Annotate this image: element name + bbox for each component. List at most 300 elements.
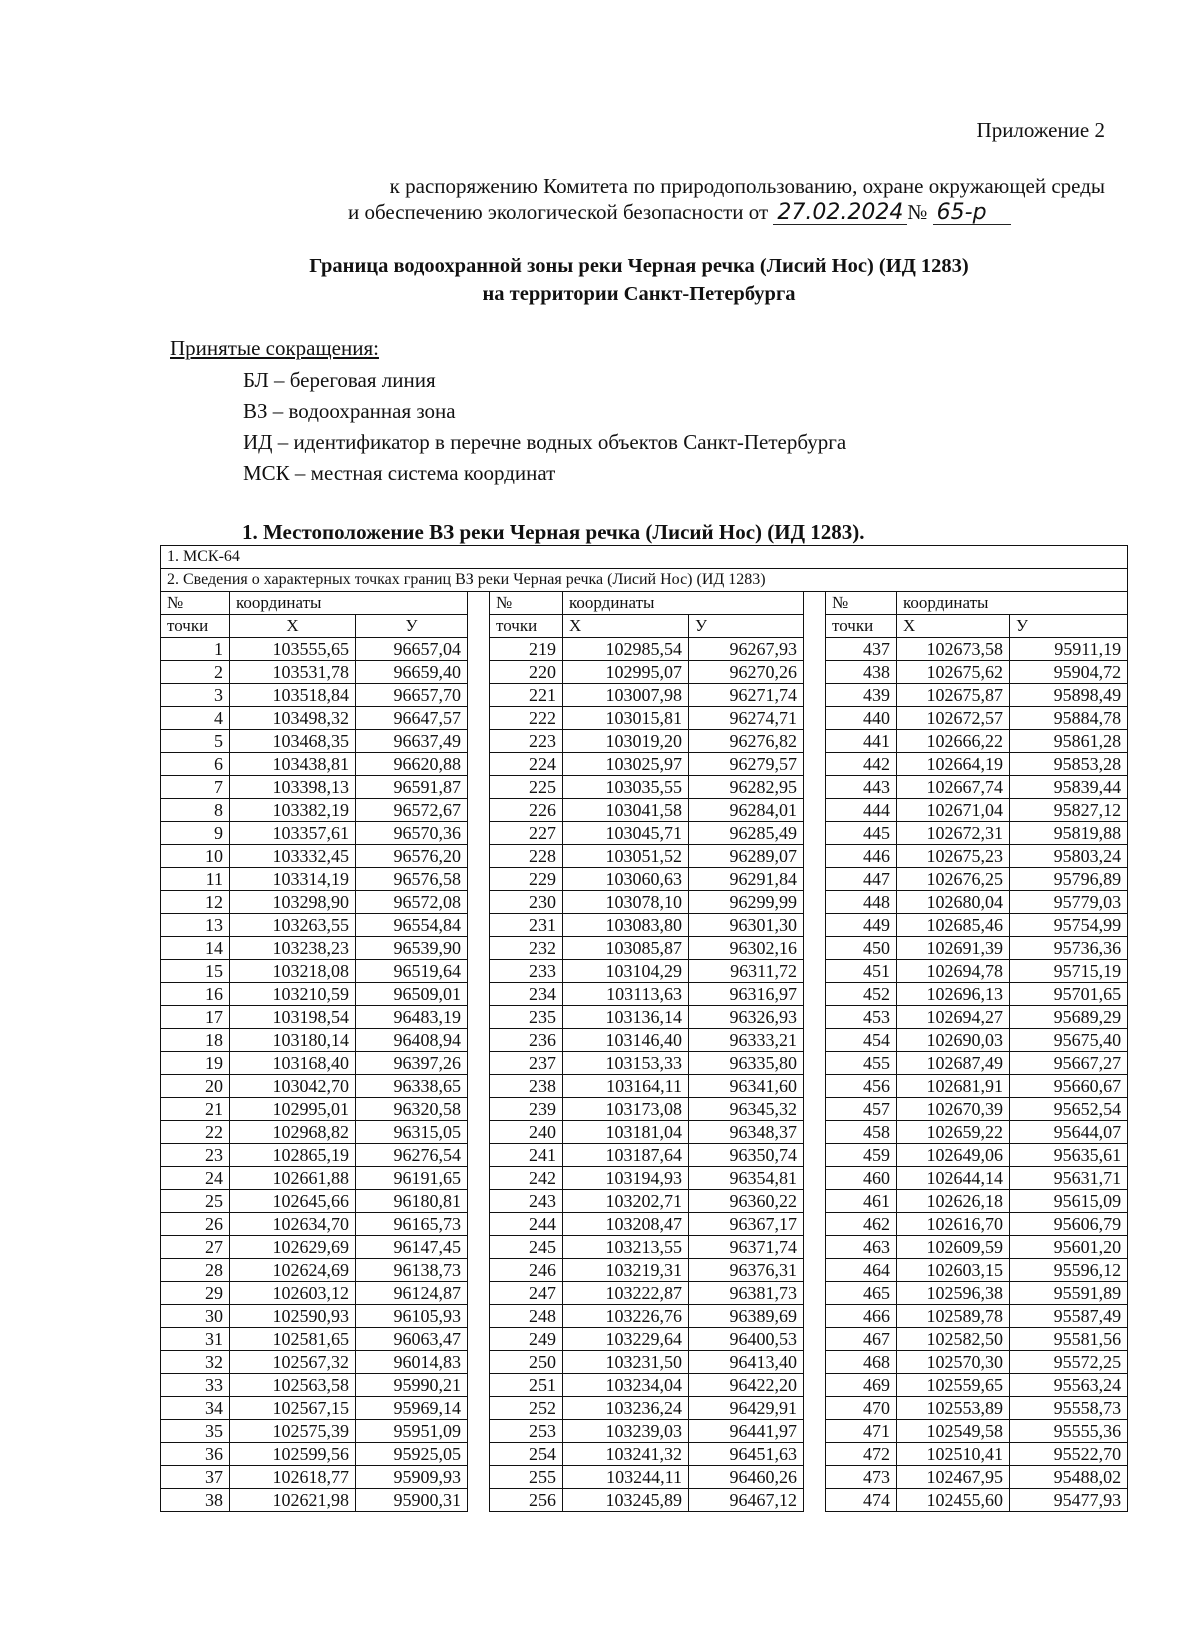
column-gap bbox=[804, 983, 826, 1006]
coord-x-cell: 102694,78 bbox=[897, 960, 1010, 983]
column-gap bbox=[804, 1006, 826, 1029]
point-no-cell: 442 bbox=[826, 753, 897, 776]
table-row bbox=[161, 960, 1128, 983]
table-row bbox=[161, 1489, 1128, 1512]
point-no-cell: 29 bbox=[161, 1282, 230, 1305]
point-no-cell: 25 bbox=[161, 1190, 230, 1213]
coord-x-cell: 102666,22 bbox=[897, 730, 1010, 753]
coord-y-cell: 96381,73 bbox=[689, 1282, 804, 1305]
coord-x-cell: 103332,45 bbox=[230, 845, 356, 868]
coord-x-cell: 103219,31 bbox=[563, 1259, 689, 1282]
coord-y-cell: 95558,73 bbox=[1010, 1397, 1128, 1420]
coord-y-cell: 96282,95 bbox=[689, 776, 804, 799]
point-no-cell: 230 bbox=[490, 891, 563, 914]
point-no-cell: 468 bbox=[826, 1351, 897, 1374]
coord-x-cell: 102559,65 bbox=[897, 1374, 1010, 1397]
order-line-1: к распоряжению Комитета по природопользованию, охране окружающей среды bbox=[389, 174, 1105, 198]
point-no-cell: 32 bbox=[161, 1351, 230, 1374]
point-no-cell: 240 bbox=[490, 1121, 563, 1144]
coord-y-cell: 95736,36 bbox=[1010, 937, 1128, 960]
table-row bbox=[161, 661, 1128, 684]
column-gap bbox=[468, 960, 490, 983]
coord-y-cell: 95596,12 bbox=[1010, 1259, 1128, 1282]
coord-x-cell: 103438,81 bbox=[230, 753, 356, 776]
column-gap bbox=[804, 1236, 826, 1259]
coord-y-cell: 96350,74 bbox=[689, 1144, 804, 1167]
coord-x-cell: 102621,98 bbox=[230, 1489, 356, 1512]
column-gap bbox=[468, 776, 490, 799]
point-no-cell: 236 bbox=[490, 1029, 563, 1052]
point-no-cell: 10 bbox=[161, 845, 230, 868]
point-no-cell: 466 bbox=[826, 1305, 897, 1328]
point-no-cell: 451 bbox=[826, 960, 897, 983]
table-row bbox=[161, 1098, 1128, 1121]
point-no-cell: 255 bbox=[490, 1466, 563, 1489]
abbreviations-heading: Принятые сокращения: bbox=[170, 336, 379, 360]
column-gap bbox=[804, 1305, 826, 1328]
column-gap bbox=[468, 1259, 490, 1282]
coordinates-table bbox=[160, 545, 1128, 1512]
table-row bbox=[161, 1121, 1128, 1144]
coord-y-cell: 95631,71 bbox=[1010, 1167, 1128, 1190]
column-gap bbox=[468, 1167, 490, 1190]
coord-x-cell: 102549,58 bbox=[897, 1420, 1010, 1443]
point-no-cell: 242 bbox=[490, 1167, 563, 1190]
column-gap bbox=[804, 1489, 826, 1512]
column-gap bbox=[468, 1144, 490, 1167]
point-no-cell: 457 bbox=[826, 1098, 897, 1121]
coord-x-cell: 103187,64 bbox=[563, 1144, 689, 1167]
coord-y-cell: 96279,57 bbox=[689, 753, 804, 776]
coord-y-cell: 96371,74 bbox=[689, 1236, 804, 1259]
coord-x-cell: 103213,55 bbox=[563, 1236, 689, 1259]
table-row bbox=[161, 1305, 1128, 1328]
table-row bbox=[161, 1259, 1128, 1282]
coord-y-cell: 96389,69 bbox=[689, 1305, 804, 1328]
coord-x-cell: 103113,63 bbox=[563, 983, 689, 1006]
coord-y-cell: 96647,57 bbox=[356, 707, 468, 730]
coord-y-cell: 95715,19 bbox=[1010, 960, 1128, 983]
table-row bbox=[161, 1213, 1128, 1236]
coord-x-cell: 102968,82 bbox=[230, 1121, 356, 1144]
coord-x-cell: 102694,27 bbox=[897, 1006, 1010, 1029]
coord-y-cell: 95911,19 bbox=[1010, 638, 1128, 661]
point-no-cell: 222 bbox=[490, 707, 563, 730]
coord-y-cell: 95581,56 bbox=[1010, 1328, 1128, 1351]
column-gap bbox=[468, 684, 490, 707]
column-gap bbox=[804, 1374, 826, 1397]
coord-y-cell: 95803,24 bbox=[1010, 845, 1128, 868]
coord-x-cell: 102589,78 bbox=[897, 1305, 1010, 1328]
column-gap bbox=[804, 1052, 826, 1075]
coord-x-cell: 102680,04 bbox=[897, 891, 1010, 914]
point-no-cell: 446 bbox=[826, 845, 897, 868]
coord-x-cell: 103198,54 bbox=[230, 1006, 356, 1029]
column-gap bbox=[804, 799, 826, 822]
coord-x-cell: 103244,11 bbox=[563, 1466, 689, 1489]
coord-y-cell: 96124,87 bbox=[356, 1282, 468, 1305]
point-no-cell: 219 bbox=[490, 638, 563, 661]
column-gap bbox=[804, 1075, 826, 1098]
column-gap bbox=[804, 1190, 826, 1213]
column-gap bbox=[468, 799, 490, 822]
table-row bbox=[161, 983, 1128, 1006]
coord-y-cell: 96413,40 bbox=[689, 1351, 804, 1374]
coord-x-cell: 102624,69 bbox=[230, 1259, 356, 1282]
coord-y-cell: 96276,54 bbox=[356, 1144, 468, 1167]
coord-x-cell: 103398,13 bbox=[230, 776, 356, 799]
appendix-label: Приложение 2 bbox=[976, 118, 1105, 142]
coord-y-cell: 96360,22 bbox=[689, 1190, 804, 1213]
coord-y-cell: 96320,58 bbox=[356, 1098, 468, 1121]
table-row bbox=[161, 776, 1128, 799]
coord-y-cell: 96276,82 bbox=[689, 730, 804, 753]
header-no: № bbox=[826, 592, 897, 615]
point-no-cell: 26 bbox=[161, 1213, 230, 1236]
abbreviation-item: ВЗ – водоохранная зона bbox=[243, 399, 456, 423]
coord-y-cell: 95904,72 bbox=[1010, 661, 1128, 684]
coord-y-cell: 95990,21 bbox=[356, 1374, 468, 1397]
point-no-cell: 254 bbox=[490, 1443, 563, 1466]
point-no-cell: 249 bbox=[490, 1328, 563, 1351]
coord-y-cell: 96620,88 bbox=[356, 753, 468, 776]
coord-y-cell: 95796,89 bbox=[1010, 868, 1128, 891]
coord-y-cell: 96570,36 bbox=[356, 822, 468, 845]
point-no-cell: 18 bbox=[161, 1029, 230, 1052]
coord-y-cell: 96367,17 bbox=[689, 1213, 804, 1236]
table-row-caption bbox=[161, 569, 1128, 592]
column-gap bbox=[804, 730, 826, 753]
coord-x-cell: 102510,41 bbox=[897, 1443, 1010, 1466]
column-gap bbox=[468, 1282, 490, 1305]
coord-x-cell: 102865,19 bbox=[230, 1144, 356, 1167]
column-gap bbox=[804, 1098, 826, 1121]
coord-x-cell: 102675,23 bbox=[897, 845, 1010, 868]
column-gap bbox=[468, 1489, 490, 1512]
coord-x-cell: 102570,30 bbox=[897, 1351, 1010, 1374]
point-no-cell: 463 bbox=[826, 1236, 897, 1259]
abbreviation-item: БЛ – береговая линия bbox=[243, 368, 436, 392]
column-gap bbox=[468, 661, 490, 684]
point-no-cell: 30 bbox=[161, 1305, 230, 1328]
abbreviation-item: МСК – местная система координат bbox=[243, 461, 556, 485]
coord-x-cell: 102687,49 bbox=[897, 1052, 1010, 1075]
coord-x-cell: 102645,66 bbox=[230, 1190, 356, 1213]
coord-y-cell: 96591,87 bbox=[356, 776, 468, 799]
point-no-cell: 459 bbox=[826, 1144, 897, 1167]
header-x: Х bbox=[563, 615, 689, 638]
point-no-cell: 237 bbox=[490, 1052, 563, 1075]
point-no-cell: 233 bbox=[490, 960, 563, 983]
coord-y-cell: 96460,26 bbox=[689, 1466, 804, 1489]
point-no-cell: 3 bbox=[161, 684, 230, 707]
point-no-cell: 245 bbox=[490, 1236, 563, 1259]
point-no-cell: 226 bbox=[490, 799, 563, 822]
table-row bbox=[161, 937, 1128, 960]
coord-x-cell: 103181,04 bbox=[563, 1121, 689, 1144]
column-gap bbox=[468, 1305, 490, 1328]
coord-x-cell: 103236,24 bbox=[563, 1397, 689, 1420]
column-gap bbox=[468, 1213, 490, 1236]
coord-y-cell: 96422,20 bbox=[689, 1374, 804, 1397]
point-no-cell: 28 bbox=[161, 1259, 230, 1282]
coord-x-cell: 102667,74 bbox=[897, 776, 1010, 799]
coord-x-cell: 103208,47 bbox=[563, 1213, 689, 1236]
coord-y-cell: 96554,84 bbox=[356, 914, 468, 937]
column-gap bbox=[468, 1466, 490, 1489]
coord-y-cell: 95615,09 bbox=[1010, 1190, 1128, 1213]
column-gap bbox=[468, 615, 490, 638]
coord-x-cell: 102553,89 bbox=[897, 1397, 1010, 1420]
coord-y-cell: 95951,09 bbox=[356, 1420, 468, 1443]
coord-x-cell: 102626,18 bbox=[897, 1190, 1010, 1213]
point-no-cell: 458 bbox=[826, 1121, 897, 1144]
coord-x-cell: 102603,12 bbox=[230, 1282, 356, 1305]
table-row bbox=[161, 1443, 1128, 1466]
point-no-cell: 19 bbox=[161, 1052, 230, 1075]
column-gap bbox=[468, 1351, 490, 1374]
header-x: Х bbox=[897, 615, 1010, 638]
header-no: № bbox=[161, 592, 230, 615]
coord-y-cell: 95563,24 bbox=[1010, 1374, 1128, 1397]
column-gap bbox=[468, 753, 490, 776]
table-row bbox=[161, 1029, 1128, 1052]
coord-x-cell: 102685,46 bbox=[897, 914, 1010, 937]
column-gap bbox=[804, 1029, 826, 1052]
point-no-cell: 253 bbox=[490, 1420, 563, 1443]
coord-x-cell: 103041,58 bbox=[563, 799, 689, 822]
coord-y-cell: 96576,58 bbox=[356, 868, 468, 891]
coord-y-cell: 96316,97 bbox=[689, 983, 804, 1006]
point-no-cell: 220 bbox=[490, 661, 563, 684]
coord-x-cell: 102567,15 bbox=[230, 1397, 356, 1420]
point-no-cell: 441 bbox=[826, 730, 897, 753]
coord-y-cell: 95819,88 bbox=[1010, 822, 1128, 845]
point-no-cell: 243 bbox=[490, 1190, 563, 1213]
point-no-cell: 439 bbox=[826, 684, 897, 707]
point-no-cell: 24 bbox=[161, 1167, 230, 1190]
coord-y-cell: 96311,72 bbox=[689, 960, 804, 983]
coord-x-cell: 102581,65 bbox=[230, 1328, 356, 1351]
coord-y-cell: 95925,05 bbox=[356, 1443, 468, 1466]
point-no-cell: 464 bbox=[826, 1259, 897, 1282]
column-gap bbox=[468, 592, 490, 615]
coord-x-cell: 102673,58 bbox=[897, 638, 1010, 661]
coord-x-cell: 102672,57 bbox=[897, 707, 1010, 730]
coord-y-cell: 96333,21 bbox=[689, 1029, 804, 1052]
point-no-cell: 473 bbox=[826, 1466, 897, 1489]
column-gap bbox=[468, 1029, 490, 1052]
point-no-cell: 17 bbox=[161, 1006, 230, 1029]
point-no-cell: 251 bbox=[490, 1374, 563, 1397]
coord-x-cell: 102696,13 bbox=[897, 983, 1010, 1006]
table-row bbox=[161, 1397, 1128, 1420]
point-no-cell: 247 bbox=[490, 1282, 563, 1305]
column-gap bbox=[468, 983, 490, 1006]
coord-x-cell: 102676,25 bbox=[897, 868, 1010, 891]
coord-y-cell: 96637,49 bbox=[356, 730, 468, 753]
point-no-cell: 228 bbox=[490, 845, 563, 868]
coord-y-cell: 95884,78 bbox=[1010, 707, 1128, 730]
point-no-cell: 11 bbox=[161, 868, 230, 891]
point-no-cell: 34 bbox=[161, 1397, 230, 1420]
point-no-cell: 444 bbox=[826, 799, 897, 822]
coord-x-cell: 103202,71 bbox=[563, 1190, 689, 1213]
coord-x-cell: 102599,56 bbox=[230, 1443, 356, 1466]
point-no-cell: 231 bbox=[490, 914, 563, 937]
point-no-cell: 37 bbox=[161, 1466, 230, 1489]
point-no-cell: 27 bbox=[161, 1236, 230, 1259]
coord-x-cell: 102671,04 bbox=[897, 799, 1010, 822]
coord-y-cell: 95861,28 bbox=[1010, 730, 1128, 753]
coord-y-cell: 95754,99 bbox=[1010, 914, 1128, 937]
coord-y-cell: 96271,74 bbox=[689, 684, 804, 707]
coord-y-cell: 96267,93 bbox=[689, 638, 804, 661]
point-no-cell: 437 bbox=[826, 638, 897, 661]
coord-y-cell: 96063,47 bbox=[356, 1328, 468, 1351]
coord-x-cell: 102603,15 bbox=[897, 1259, 1010, 1282]
column-gap bbox=[804, 592, 826, 615]
coord-y-cell: 95667,27 bbox=[1010, 1052, 1128, 1075]
point-no-cell: 31 bbox=[161, 1328, 230, 1351]
point-no-cell: 462 bbox=[826, 1213, 897, 1236]
coord-x-cell: 102675,87 bbox=[897, 684, 1010, 707]
coord-x-cell: 102563,58 bbox=[230, 1374, 356, 1397]
coord-x-cell: 102691,39 bbox=[897, 937, 1010, 960]
point-no-cell: 250 bbox=[490, 1351, 563, 1374]
coord-x-cell: 102596,38 bbox=[897, 1282, 1010, 1305]
coord-y-cell: 96138,73 bbox=[356, 1259, 468, 1282]
point-no-cell: 13 bbox=[161, 914, 230, 937]
coord-x-cell: 103168,40 bbox=[230, 1052, 356, 1075]
point-no-cell: 4 bbox=[161, 707, 230, 730]
coord-x-cell: 103104,29 bbox=[563, 960, 689, 983]
caption-cell: 2. Сведения о характерных точках границ ВЗ реки Черная речка (Лисий Нос) (ИД 1283) bbox=[161, 569, 1128, 592]
column-gap bbox=[804, 1144, 826, 1167]
coord-x-cell: 102455,60 bbox=[897, 1489, 1010, 1512]
point-no-cell: 448 bbox=[826, 891, 897, 914]
coord-y-cell: 96105,93 bbox=[356, 1305, 468, 1328]
coord-x-cell: 103226,76 bbox=[563, 1305, 689, 1328]
coord-x-cell: 103468,35 bbox=[230, 730, 356, 753]
table-row bbox=[161, 1052, 1128, 1075]
point-no-cell: 235 bbox=[490, 1006, 563, 1029]
coord-x-cell: 103234,04 bbox=[563, 1374, 689, 1397]
point-no-cell: 472 bbox=[826, 1443, 897, 1466]
coord-x-cell: 103498,32 bbox=[230, 707, 356, 730]
column-gap bbox=[804, 1443, 826, 1466]
coord-y-cell: 95601,20 bbox=[1010, 1236, 1128, 1259]
column-gap bbox=[804, 1213, 826, 1236]
column-gap bbox=[468, 1052, 490, 1075]
order-line-2 bbox=[348, 200, 1011, 225]
coord-y-cell: 96657,04 bbox=[356, 638, 468, 661]
table-row bbox=[161, 1328, 1128, 1351]
column-gap bbox=[804, 891, 826, 914]
coord-x-cell: 103078,10 bbox=[563, 891, 689, 914]
header-coordinates: координаты bbox=[230, 592, 468, 615]
column-gap bbox=[468, 1098, 490, 1121]
column-gap bbox=[804, 822, 826, 845]
column-gap bbox=[468, 937, 490, 960]
column-gap bbox=[804, 615, 826, 638]
header-coordinates: координаты bbox=[563, 592, 804, 615]
point-no-cell: 452 bbox=[826, 983, 897, 1006]
column-gap bbox=[804, 1397, 826, 1420]
coord-x-cell: 103164,11 bbox=[563, 1075, 689, 1098]
coord-y-cell: 96338,65 bbox=[356, 1075, 468, 1098]
point-no-cell: 246 bbox=[490, 1259, 563, 1282]
point-no-cell: 465 bbox=[826, 1282, 897, 1305]
coord-x-cell: 102661,88 bbox=[230, 1167, 356, 1190]
point-no-cell: 232 bbox=[490, 937, 563, 960]
coord-y-cell: 96354,81 bbox=[689, 1167, 804, 1190]
coord-y-cell: 96285,49 bbox=[689, 822, 804, 845]
coord-y-cell: 96441,97 bbox=[689, 1420, 804, 1443]
coord-x-cell: 102567,32 bbox=[230, 1351, 356, 1374]
coord-y-cell: 95900,31 bbox=[356, 1489, 468, 1512]
coord-x-cell: 103531,78 bbox=[230, 661, 356, 684]
coord-x-cell: 103245,89 bbox=[563, 1489, 689, 1512]
table-header-row-1 bbox=[161, 592, 1128, 615]
column-gap bbox=[468, 707, 490, 730]
point-no-cell: 467 bbox=[826, 1328, 897, 1351]
coord-y-cell: 95689,29 bbox=[1010, 1006, 1128, 1029]
header-no: № bbox=[490, 592, 563, 615]
coord-y-cell: 96302,16 bbox=[689, 937, 804, 960]
coord-y-cell: 96376,31 bbox=[689, 1259, 804, 1282]
coord-x-cell: 103173,08 bbox=[563, 1098, 689, 1121]
crs-cell: 1. МСК-64 bbox=[161, 546, 1128, 569]
coord-y-cell: 96299,99 bbox=[689, 891, 804, 914]
coord-x-cell: 103025,97 bbox=[563, 753, 689, 776]
point-no-cell: 440 bbox=[826, 707, 897, 730]
coord-y-cell: 95572,25 bbox=[1010, 1351, 1128, 1374]
coord-x-cell: 102590,93 bbox=[230, 1305, 356, 1328]
coord-y-cell: 95591,89 bbox=[1010, 1282, 1128, 1305]
column-gap bbox=[804, 638, 826, 661]
table-row bbox=[161, 684, 1128, 707]
table-row bbox=[161, 1351, 1128, 1374]
coord-x-cell: 103229,64 bbox=[563, 1328, 689, 1351]
column-gap bbox=[468, 1006, 490, 1029]
coord-y-cell: 96165,73 bbox=[356, 1213, 468, 1236]
coord-x-cell: 103298,90 bbox=[230, 891, 356, 914]
coord-y-cell: 96397,26 bbox=[356, 1052, 468, 1075]
table-row bbox=[161, 799, 1128, 822]
coord-y-cell: 96572,08 bbox=[356, 891, 468, 914]
column-gap bbox=[804, 1167, 826, 1190]
coord-y-cell: 95827,12 bbox=[1010, 799, 1128, 822]
point-no-cell: 15 bbox=[161, 960, 230, 983]
coord-x-cell: 102649,06 bbox=[897, 1144, 1010, 1167]
coord-x-cell: 103239,03 bbox=[563, 1420, 689, 1443]
coord-x-cell: 102675,62 bbox=[897, 661, 1010, 684]
point-no-cell: 447 bbox=[826, 868, 897, 891]
table-row bbox=[161, 1006, 1128, 1029]
coord-y-cell: 96315,05 bbox=[356, 1121, 468, 1144]
table-row bbox=[161, 1374, 1128, 1397]
coord-y-cell: 96509,01 bbox=[356, 983, 468, 1006]
point-no-cell: 5 bbox=[161, 730, 230, 753]
table-row bbox=[161, 1420, 1128, 1443]
column-gap bbox=[804, 776, 826, 799]
coord-x-cell: 102659,22 bbox=[897, 1121, 1010, 1144]
column-gap bbox=[804, 1466, 826, 1489]
coord-x-cell: 102664,19 bbox=[897, 753, 1010, 776]
table-row bbox=[161, 891, 1128, 914]
coord-x-cell: 103263,55 bbox=[230, 914, 356, 937]
